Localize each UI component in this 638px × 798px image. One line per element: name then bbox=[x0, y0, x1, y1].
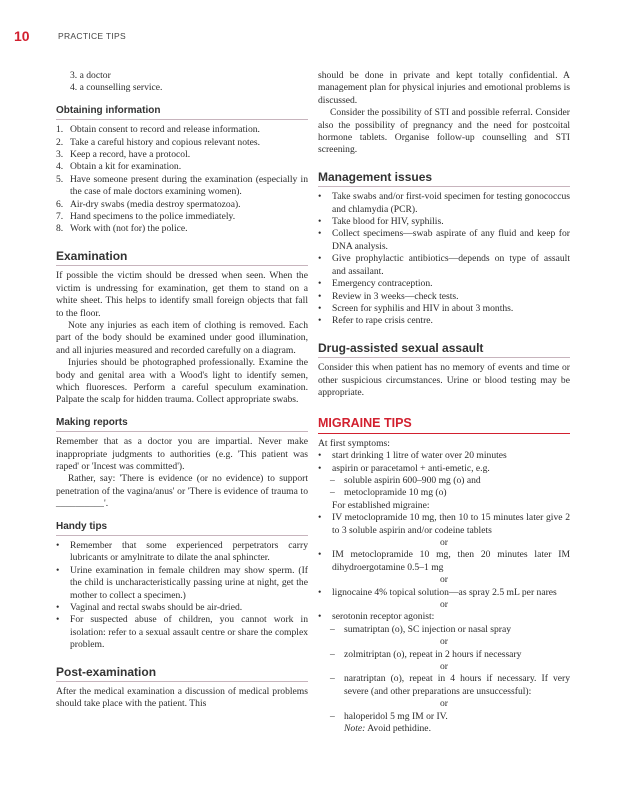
migraine-intro: At first symptoms: bbox=[318, 437, 390, 449]
sub-list-item bbox=[318, 649, 570, 661]
list-text: haloperidol 5 mg IM or IV. bbox=[344, 710, 448, 722]
list-number: 6. bbox=[56, 198, 64, 210]
list-text: Vaginal and rectal swabs should be air-dried. bbox=[70, 602, 243, 614]
list-text: aspirin or paracetamol + anti-emetic, e.g. bbox=[332, 462, 490, 474]
migraine-list bbox=[318, 450, 570, 735]
drug-assisted-heading: Drug-assisted sexual assault bbox=[318, 342, 570, 358]
dash-icon: – bbox=[330, 673, 335, 685]
list-item bbox=[56, 540, 308, 565]
bullet-icon: • bbox=[318, 191, 322, 203]
bullet-icon: • bbox=[318, 216, 322, 228]
or-separator: or bbox=[440, 574, 448, 586]
list-item bbox=[318, 549, 570, 574]
list-item bbox=[56, 602, 308, 614]
bullet-icon: • bbox=[56, 614, 60, 626]
or-separator: or bbox=[440, 599, 448, 611]
list-number: 3. bbox=[56, 149, 64, 161]
list-text: soluble aspirin 600–900 mg (o) and bbox=[344, 474, 481, 486]
list-text: Emergency contraception. bbox=[332, 278, 433, 290]
bullet-icon: • bbox=[318, 253, 322, 265]
reports-paragraph: Rather, say: 'There is evidence (or no evidence) to support penetration of the vagina/anus' or 'There is evidence of trauma to __________'. bbox=[56, 473, 308, 510]
sub-list-item bbox=[318, 487, 570, 499]
note-text: Avoid pethidine. bbox=[365, 723, 431, 735]
list-text: Collect specimens—swab aspirate of any fluid and keep for DNA analysis. bbox=[332, 228, 570, 252]
list-text: sumatriptan (o), SC injection or nasal spray bbox=[344, 623, 512, 635]
list-text: Refer to rape crisis centre. bbox=[332, 315, 433, 327]
list-item bbox=[56, 199, 308, 211]
list-item bbox=[318, 315, 570, 327]
drug-assisted-paragraph: Consider this when patient has no memory of events and time or other suspicious circumstances. Urine or blood testing may be appropriate. bbox=[318, 362, 570, 398]
note-label: Note: bbox=[344, 723, 366, 735]
examination-heading: Examination bbox=[56, 250, 308, 266]
dash-icon: – bbox=[330, 474, 335, 486]
bullet-icon: • bbox=[318, 278, 322, 290]
sub-list-item bbox=[318, 475, 570, 487]
list-item bbox=[56, 149, 308, 161]
list-text: IV metoclopramide 10 mg, then 10 to 15 minutes later give 2 to 3 soluble aspirin and/or codeine tablets bbox=[332, 512, 570, 536]
migraine-note bbox=[318, 723, 570, 735]
list-text: serotonin receptor agonist: bbox=[332, 611, 435, 623]
list-text: Have someone present during the examination (especially in the case of male doctors examining women). bbox=[70, 173, 308, 198]
handy-tips-heading: Handy tips bbox=[56, 521, 308, 536]
bullet-icon: • bbox=[318, 586, 322, 598]
obtaining-information-list bbox=[56, 124, 308, 236]
list-number: 8. bbox=[56, 223, 64, 235]
dash-icon: – bbox=[330, 710, 335, 722]
list-text: IM metoclopramide 10 mg, then 20 minutes later IM dihydroergotamine 0.5–1 mg bbox=[332, 549, 570, 573]
bullet-icon: • bbox=[318, 512, 322, 524]
list-text: Take blood for HIV, syphilis. bbox=[332, 216, 444, 228]
list-item bbox=[318, 291, 570, 303]
bullet-icon: • bbox=[318, 315, 322, 327]
dash-icon: – bbox=[330, 623, 335, 635]
bullet-icon: • bbox=[56, 540, 60, 551]
list-item bbox=[56, 614, 308, 651]
list-item bbox=[318, 303, 570, 315]
list-number: 4. bbox=[56, 161, 64, 173]
bullet-icon: • bbox=[318, 290, 322, 302]
list-text: Screen for syphilis and HIV in about 3 months. bbox=[332, 302, 514, 314]
list-text: Take swabs and/or first-void specimen for testing gonococcus and chlamydia (PCR). bbox=[332, 191, 570, 215]
list-note: For established migraine: bbox=[332, 499, 430, 511]
list-item bbox=[56, 565, 308, 602]
intro-list bbox=[56, 70, 308, 95]
list-text: metoclopramide 10 mg (o) bbox=[344, 487, 447, 499]
list-text: Work with (not for) the police. bbox=[70, 223, 188, 235]
bullet-icon: • bbox=[56, 602, 60, 614]
page-number: 10 bbox=[14, 28, 30, 44]
bullet-icon: • bbox=[318, 450, 322, 462]
list-item bbox=[56, 161, 308, 173]
management-issues-heading: Management issues bbox=[318, 171, 570, 187]
list-item bbox=[318, 587, 570, 599]
list-text: Remember that some experienced perpetrators carry lubricants or amylnitrate to dilate the anal sphincter. bbox=[70, 540, 308, 564]
list-text: Review in 3 weeks—check tests. bbox=[332, 290, 459, 302]
management-issues-list bbox=[318, 191, 570, 327]
reports-paragraph: Remember that as a doctor you are impartial. Never make inappropriate judgments to authorities (e.g. 'This patient was raped' or 'Incest was committed'). bbox=[56, 436, 308, 472]
sub-list-item bbox=[318, 711, 570, 723]
list-item bbox=[318, 191, 570, 216]
list-number: 2. bbox=[56, 136, 64, 148]
list-item bbox=[56, 124, 308, 136]
list-item bbox=[318, 253, 570, 278]
list-item bbox=[318, 450, 570, 462]
list-number: 7. bbox=[56, 211, 64, 223]
making-reports-heading: Making reports bbox=[56, 417, 308, 432]
list-number: 1. bbox=[56, 124, 64, 136]
running-head: PRACTICE TIPS bbox=[58, 31, 126, 41]
right-column bbox=[318, 70, 570, 736]
list-item: 4. a counselling service. bbox=[70, 82, 163, 94]
list-item bbox=[318, 216, 570, 228]
sub-list-item bbox=[318, 673, 570, 698]
list-text: Keep a record, have a protocol. bbox=[70, 149, 191, 161]
list-text: Air-dry swabs (media destroy spermatozoa). bbox=[70, 198, 241, 210]
list-text: zolmitriptan (o), repeat in 2 hours if necessary bbox=[344, 648, 522, 660]
list-text: Obtain consent to record and release information. bbox=[70, 124, 260, 136]
dash-icon: – bbox=[330, 487, 335, 499]
bullet-icon: • bbox=[318, 611, 322, 623]
list-item bbox=[56, 211, 308, 223]
sub-list-item bbox=[318, 624, 570, 636]
bullet-icon: • bbox=[318, 302, 322, 314]
continued-paragraph: Consider the possibility of STI and possible referral. Consider also the possibility of pregnancy and the need for postcoital hormone tablets. Organise follow-up counselling and STI screening. bbox=[318, 107, 570, 156]
list-text: lignocaine 4% topical solution—as spray 2.5 mL per nares bbox=[332, 586, 557, 598]
list-item bbox=[318, 228, 570, 253]
list-item bbox=[318, 512, 570, 537]
list-item bbox=[318, 278, 570, 290]
post-examination-paragraph: After the medical examination a discussion of medical problems should take place with the patient. This bbox=[56, 686, 308, 710]
examination-paragraph: Injuries should be photographed professionally. Examine the body and genital area with a Wood's light to identify semen, which fluoresces. Perform a careful speculum examination. Palpate the scalp for hidden trauma. Collect appropriate swabs. bbox=[56, 357, 308, 406]
bullet-icon: • bbox=[318, 549, 322, 561]
left-column bbox=[56, 70, 308, 711]
list-text: start drinking 1 litre of water over 20 minutes bbox=[332, 450, 507, 462]
list-text: Hand specimens to the police immediately. bbox=[70, 211, 236, 223]
list-item: 3. a doctor bbox=[70, 70, 111, 81]
list-text: Urine examination in female children may show sperm. (If the child is uncharacteristically passing urine at night, get the mother to collect a specimen.) bbox=[70, 564, 308, 601]
examination-paragraph: If possible the victim should be dressed when seen. When the victim is undressing for examination, get them to stand on a white sheet. This helps to identify small foreign objects that fall to the floor. bbox=[56, 270, 308, 319]
dash-icon: – bbox=[330, 648, 335, 660]
migraine-tips-heading: MIGRAINE TIPS bbox=[318, 417, 570, 433]
list-number: 5. bbox=[56, 173, 64, 185]
list-item bbox=[56, 223, 308, 235]
bullet-icon: • bbox=[318, 462, 322, 474]
list-text: Take a careful history and copious relevant notes. bbox=[70, 136, 261, 148]
list-item bbox=[318, 463, 570, 475]
list-text: Give prophylactic antibiotics—depends on type of assault and assailant. bbox=[332, 253, 570, 277]
post-examination-heading: Post-examination bbox=[56, 666, 308, 682]
or-separator: or bbox=[440, 537, 448, 548]
list-item bbox=[318, 611, 570, 623]
bullet-icon: • bbox=[318, 228, 322, 240]
obtaining-information-heading: Obtaining information bbox=[56, 105, 308, 120]
list-text: For suspected abuse of children, you cannot work in isolation: refer to a sexual assault centre or share the complex problem. bbox=[70, 614, 308, 651]
or-separator: or bbox=[440, 661, 448, 673]
list-item bbox=[56, 137, 308, 149]
or-separator: or bbox=[440, 636, 448, 648]
list-item bbox=[56, 174, 308, 199]
bullet-icon: • bbox=[56, 564, 60, 576]
examination-paragraph: Note any injuries as each item of clothing is removed. Each part of the body should be examined under good illumination, and all injuries measured and recorded carefully on a diagram. bbox=[56, 319, 308, 356]
list-text: Obtain a kit for examination. bbox=[70, 161, 182, 173]
or-separator: or bbox=[440, 698, 448, 710]
list-text: naratriptan (o), repeat in 4 hours if necessary. If very severe (and other preparations are unsuccessful): bbox=[344, 673, 570, 697]
continued-paragraph: should be done in private and kept totally confidential. A management plan for physical injuries and emotional problems is discussed. bbox=[318, 70, 570, 106]
handy-tips-list bbox=[56, 540, 308, 652]
